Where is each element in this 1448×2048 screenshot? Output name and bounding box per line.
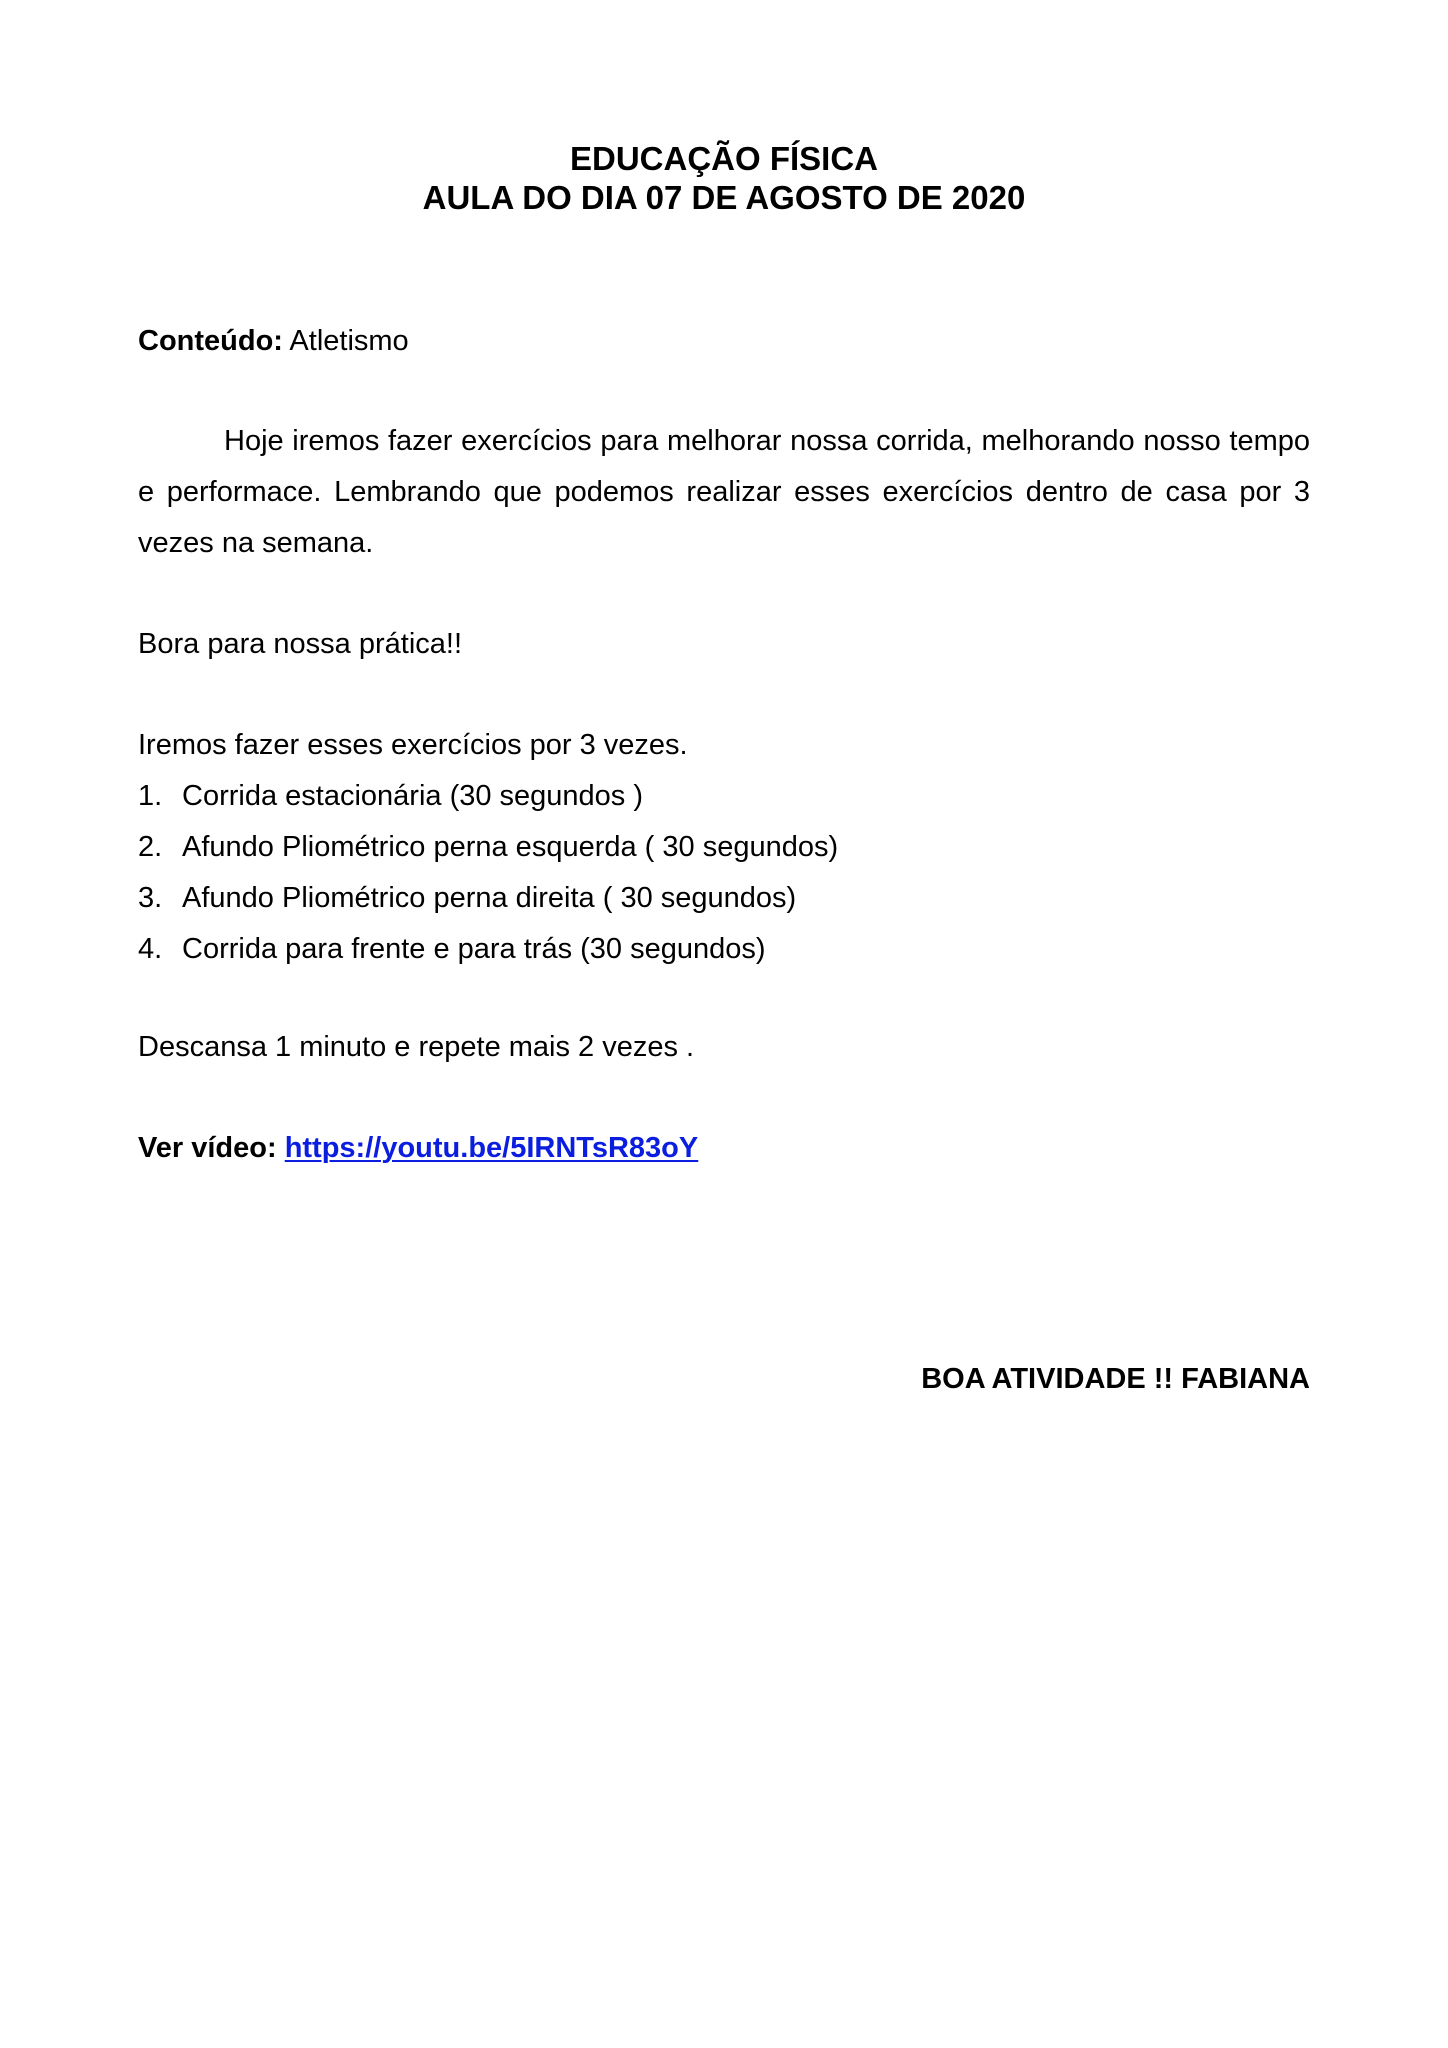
intro-paragraph: Hoje iremos fazer exercícios para melhorar nossa corrida, melhorando nosso tempo e performace. Lembrando que podemos realizar esses exercícios dentro de casa por 3 vezes na semana. (138, 425, 1310, 559)
content-label: Conteúdo: (138, 325, 283, 357)
exercise-item (138, 771, 1310, 822)
exercise-number: 2. (138, 831, 163, 863)
content-value: Atletismo (282, 325, 409, 357)
exercise-item (138, 822, 1310, 873)
exercise-text: Afundo Pliométrico perna esquerda ( 30 segundos) (182, 831, 839, 863)
call-to-action: Bora para nossa prática!! (138, 628, 463, 660)
exercise-text: Afundo Pliométrico perna direita ( 30 segundos) (182, 882, 797, 914)
video-line (138, 1123, 1310, 1174)
video-link[interactable]: https://youtu.be/5IRNTsR83oY (284, 1132, 699, 1164)
exercise-text: Corrida para frente e para trás (30 segundos) (182, 933, 766, 965)
subject-title: EDUCAÇÃO FÍSICA (569, 140, 878, 177)
exercise-number: 3. (138, 882, 163, 914)
exercise-number: 1. (138, 780, 163, 812)
exercise-item (138, 924, 1310, 975)
video-label: Ver vídeo: (138, 1132, 277, 1164)
repeat-instruction: Iremos fazer esses exercícios por 3 vezes. (138, 729, 688, 761)
rest-instruction: Descansa 1 minuto e repete mais 2 vezes . (138, 1031, 695, 1063)
exercise-list (138, 771, 1310, 975)
exercise-text: Corrida estacionária (30 segundos ) (182, 780, 644, 812)
lesson-date-title: AULA DO DIA 07 DE AGOSTO DE 2020 (422, 179, 1026, 216)
exercise-item (138, 873, 1310, 924)
content-line (138, 316, 1310, 367)
exercise-number: 4. (138, 933, 163, 965)
closing-signature: BOA ATIVIDADE !! FABIANA (921, 1363, 1310, 1395)
